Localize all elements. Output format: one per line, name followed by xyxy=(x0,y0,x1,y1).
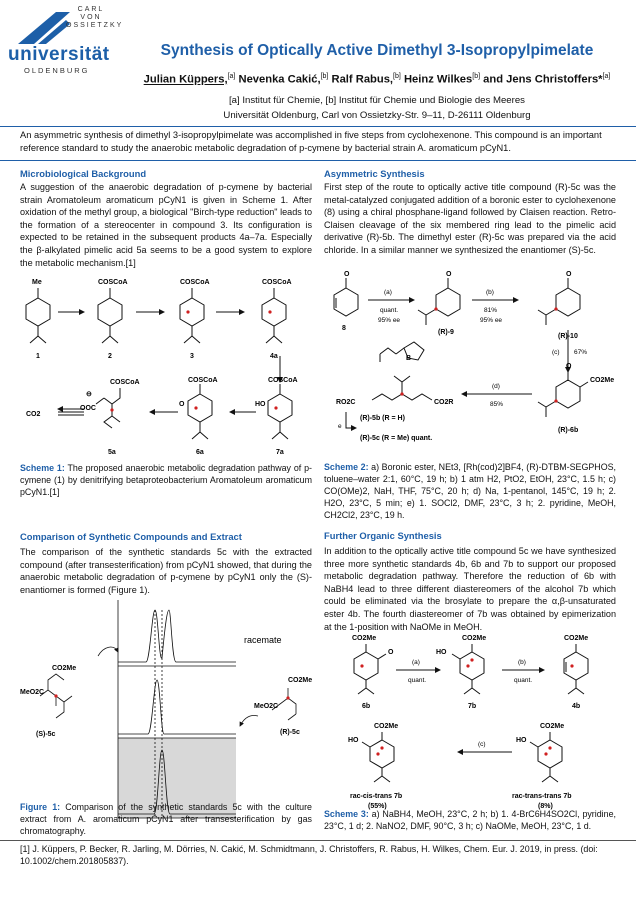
label-o: O xyxy=(446,271,452,278)
yield-d: 85% xyxy=(490,401,504,408)
label-co2me: CO2Me xyxy=(374,723,399,730)
compound-cis-trans-7b: rac-cis-trans 7b xyxy=(350,793,403,800)
university-logo xyxy=(6,4,124,84)
author-affil: [b] xyxy=(320,73,329,80)
compound-8: 8 xyxy=(342,325,346,332)
label-minus: ⊖ xyxy=(86,391,92,398)
author-name: Heinz Wilkes xyxy=(403,73,473,86)
label-coscoa: COSCoA xyxy=(268,377,298,384)
label-co2r: CO2R xyxy=(434,399,454,406)
label-ho: HO xyxy=(348,737,359,744)
reference-text: J. Küppers, P. Becker, R. Jarling, M. Dörries, N. Cakić, M. Schmidtmann, J. Christoffers, R. Rabus, H. Wilkes, Chem. Eur. J. 2019, in press. (doi: 10.1002/chem.201805837). xyxy=(20,844,598,866)
compound-6b: 6b xyxy=(362,703,371,710)
figure1-caption-label: Figure 1: xyxy=(20,802,61,812)
heading-comp: Comparison of Synthetic Compounds and Extract xyxy=(20,531,242,542)
label-coscoa: COSCoA xyxy=(110,379,140,386)
label-boron: B xyxy=(406,355,412,362)
compound-r5b: (R)-5b (R = H) xyxy=(360,415,405,422)
step-d: (d) xyxy=(492,383,500,390)
label-ho: HO xyxy=(255,401,266,408)
author-name: Julian Küppers, xyxy=(143,73,228,86)
scheme2-caption-text: a) Boronic ester, NEt3, [Rh(cod)2]BF4, (R)-DTBM-SEGPHOS, toluene–water 2:1, 60°C, 19 h; b) 1 atm H2, PtO2, EtOH, 23°C, 1.5 h; c) CO(OMe)2, NaH, THF, 75°C, 20 h; d) Na, 1-pentanol, 145°C, 19 h; 2. H2O, 23°C, 5 min; e) 1. SOCl2, DMF, 23°C, 3 h; 2. pyridine, MeOH, CH2Cl2, 23°C, 19 h. xyxy=(324,462,616,520)
divider xyxy=(0,840,636,841)
label-o: O xyxy=(388,649,394,656)
heading-micro: Microbiological Background xyxy=(20,168,147,179)
compound-2: 2 xyxy=(108,353,112,360)
scheme1-caption xyxy=(20,462,312,498)
figure1-caption xyxy=(20,801,312,837)
compound-5a: 5a xyxy=(108,449,116,456)
compound-s5c: (S)-5c xyxy=(36,731,56,738)
author-list xyxy=(122,73,632,86)
ee-a: 95% ee xyxy=(378,317,401,324)
label-o: O xyxy=(179,401,185,408)
yield-a: quant. xyxy=(380,307,399,314)
compound-4a: 4a xyxy=(270,353,278,360)
label-coscoa: COSCoA xyxy=(180,279,210,286)
heading-further: Further Organic Synthesis xyxy=(324,530,442,541)
compound-r5c: (R)-5c (R = Me) quant. xyxy=(360,435,433,442)
scheme3-caption-text: a) NaBH4, MeOH, 23°C, 2 h; b) 1. 4-BrC6H4SO2Cl, pyridine, 23°C, 1 d; 2. NaNO2, DMF, 90°C, 3 h; c) NaOMe, MeOH, 23°C, 1 d. xyxy=(324,809,616,831)
compound-r6b: (R)-6b xyxy=(558,427,579,434)
text-further: In addition to the optically active title compound 5c we have synthesized three more synthetic standards 4b, 6b and 7b to support our proposed metabolic degradation pathway. Therefore the reduction of 6b with NaBH4 lead to three different diastereomers of the alcohol 7b which could be eliminated via the brosylate to prepare the α,β-unsaturated ester 4b. The fourth diastereomer of 7b was obtained by epimerization at the 1-position with NaOMe in MeOH. xyxy=(324,546,616,632)
yield-b: 81% xyxy=(484,307,498,314)
yield-a: quant. xyxy=(408,677,427,684)
author-affil: [b] xyxy=(393,73,401,80)
step-c: (c) xyxy=(478,741,486,748)
compound-trans-trans-7b: rac-trans-trans 7b xyxy=(512,793,572,800)
label-co2me: CO2Me xyxy=(352,635,377,642)
label-o: O xyxy=(566,363,572,370)
compound-r5c: (R)-5c xyxy=(280,729,300,736)
label-ooc: OOC xyxy=(80,405,96,412)
compound-7b: 7b xyxy=(468,703,477,710)
author-name: Ralf Rabus, xyxy=(331,73,394,86)
label-me: Me xyxy=(32,279,42,286)
scheme3-caption-label: Scheme 3: xyxy=(324,809,369,819)
scheme2-caption xyxy=(324,461,616,521)
label-coscoa: COSCoA xyxy=(98,279,128,286)
author-name: Nevenka Cakić, xyxy=(238,73,321,86)
label-co2me: CO2Me xyxy=(288,677,313,684)
yield-b: quant. xyxy=(514,677,533,684)
divider xyxy=(0,160,636,161)
scheme2-caption-label: Scheme 2: xyxy=(324,462,369,472)
scheme1-diagram xyxy=(18,264,316,462)
scheme2-diagram xyxy=(322,262,618,456)
figure1-caption-text: Comparison of the synthetic standards 5c with the culture extract from A. aromaticum pCyN1 after transesterification by gas chromatography. xyxy=(20,802,312,836)
author-affil: [a] xyxy=(227,73,236,80)
logo-line3: OLDENBURG xyxy=(24,66,90,75)
text-asym: First step of the route to optically active title compound (R)-5c was the metal-catalyzed conjugated addition of a boronic ester to cyclohexenone (8) using a chiral phosphane-ligand followed by Claisen reaction. Retro-Claisen cleavage of the six membered ring lead to the pimelic acid derivative (R)-5b. The dimethyl ester (R)-5c was prepared via the acid chloride. In a similar manner we synthesized the enantiomer (S)-5c. xyxy=(324,182,616,255)
reference xyxy=(20,843,620,867)
logo-line1: CARL VON OSSIETZKY xyxy=(66,6,124,29)
poster-title: Synthesis of Optically Active Dimethyl 3-Isopropylpimelate xyxy=(160,42,594,59)
label-coscoa: COSCoA xyxy=(262,279,292,286)
label-ro2c: RO2C xyxy=(336,399,356,406)
label-meo2c: MeO2C xyxy=(254,703,279,710)
step-b: (b) xyxy=(486,289,494,296)
affiliation-line2: Universität Oldenburg, Carl von Ossietzky-Str. 9–11, D-26111 Oldenburg xyxy=(223,110,531,121)
author-affil: [b] xyxy=(472,73,481,80)
affiliation-line1: [a] Institut für Chemie, [b] Institut für Chemie und Biologie des Meeres xyxy=(229,95,525,106)
compound-7a: 7a xyxy=(276,449,284,456)
ee-b: 95% ee xyxy=(480,317,503,324)
label-co2me: CO2Me xyxy=(564,635,589,642)
label-co2: CO2 xyxy=(26,411,41,418)
scheme1-caption-text: The proposed anaerobic metabolic degradation pathway of p-cymene (1) by denitrifying betaproteobacterium Aromatoleum aromaticum pCyN1.[1] xyxy=(20,463,312,497)
label-meo2c: MeO2C xyxy=(20,689,45,696)
yield-trans-trans: (8%) xyxy=(538,803,553,810)
stereocenter-marks xyxy=(110,310,277,411)
label-o: O xyxy=(344,271,350,278)
step-a: (a) xyxy=(412,659,420,666)
label-ho: HO xyxy=(516,737,527,744)
step-a: (a) xyxy=(384,289,392,296)
reference-number: [1] xyxy=(20,844,30,854)
compound-r9: (R)-9 xyxy=(438,329,454,336)
step-b: (b) xyxy=(518,659,526,666)
compound-4b: 4b xyxy=(572,703,581,710)
label-co2me: CO2Me xyxy=(590,377,615,384)
compound-1: 1 xyxy=(36,353,40,360)
compound-r10: (R)-10 xyxy=(558,333,578,340)
label-co2me: CO2Me xyxy=(462,635,487,642)
step-c: (c) xyxy=(552,349,560,356)
divider xyxy=(0,126,636,127)
label-ho: HO xyxy=(436,649,447,656)
text-comp: The comparison of the synthetic standards 5c with the extracted compound (after transesterification) from pCyN1 showed, that during the anaerobic metabolic degradation of p-cymene by pCyN1 only the (S)-enantiomer is formed (Figure 1). xyxy=(20,547,312,595)
scheme3-caption xyxy=(324,808,616,832)
scheme3-diagram xyxy=(322,630,618,818)
author-name: and Jens Christoffers* xyxy=(483,73,603,86)
compound-3: 3 xyxy=(190,353,194,360)
text-micro: A suggestion of the anaerobic degradation of p-cymene by bacterial strain Aromatoleum aromaticum pCyN1 is given in Scheme 1. After oxidation of the methyl group, a biological "Birch-type reduction" leads to the formation of a stereocenter in compound 3. Its configuration is expected to be retained in the subsequent products 4a–7a. Especially the β-alkylated pimelic acid 5a seems to be a good system to explore the metabolic mechanism.[1] xyxy=(20,182,312,268)
racemate-label: racemate xyxy=(244,635,282,645)
wing-logo-icon xyxy=(16,10,72,46)
figure1-chromatogram xyxy=(18,596,316,822)
label-co2me: CO2Me xyxy=(540,723,565,730)
heading-asym: Asymmetric Synthesis xyxy=(324,168,425,179)
compound-6a: 6a xyxy=(196,449,204,456)
author-affil: [a] xyxy=(602,73,611,80)
label-coscoa: COSCoA xyxy=(188,377,218,384)
logo-line2: universität xyxy=(8,44,110,65)
scheme1-caption-label: Scheme 1: xyxy=(20,463,65,473)
step-e: e xyxy=(338,423,342,430)
abstract: An asymmetric synthesis of dimethyl 3-isopropylpimelate was accomplished in five steps from cyclohexenone. This compound is an important reference standard to study the anaerobic metabolic degradation of p-cymene by bacterial strain A. aromaticum pCyN1. xyxy=(20,130,602,153)
label-o: O xyxy=(566,271,572,278)
yield-c: 67% xyxy=(574,349,588,356)
label-co2me: CO2Me xyxy=(52,665,77,672)
yield-cis-trans: (55%) xyxy=(368,803,387,810)
